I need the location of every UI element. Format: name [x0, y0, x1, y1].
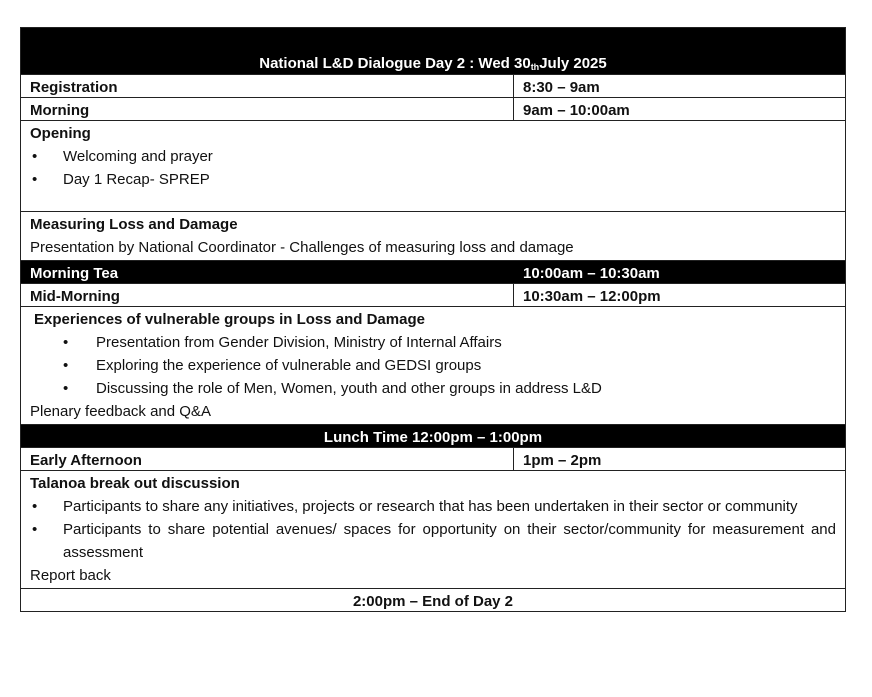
experiences-bullet: • Exploring the experience of vulnerable and GEDSI groups	[30, 354, 836, 377]
measuring-text: Presentation by National Coordinator - Challenges of measuring loss and damage	[30, 239, 574, 256]
talanoa-footer: Report back	[30, 567, 111, 584]
title-sup: th	[530, 62, 540, 72]
agenda-title	[21, 28, 845, 74]
morning-tea-label: Morning Tea	[30, 265, 119, 282]
row-experiences	[21, 306, 845, 424]
early-afternoon-time: 1pm – 2pm	[523, 452, 602, 469]
registration-label: Registration	[21, 75, 514, 97]
end-label: 2:00pm – End of Day 2	[352, 593, 514, 610]
row-early-afternoon	[21, 447, 845, 470]
row-mid-morning	[21, 283, 845, 306]
experiences-bullet: • Presentation from Gender Division, Ministry of Internal Affairs	[30, 331, 836, 354]
row-measuring	[21, 211, 845, 260]
mid-morning-label: Mid-Morning	[21, 284, 514, 306]
agenda-table	[20, 27, 846, 612]
experiences-heading: Experiences of vulnerable groups in Loss and Damage	[34, 311, 425, 328]
measuring-heading: Measuring Loss and Damage	[30, 216, 238, 233]
row-morning-tea	[21, 260, 845, 283]
mid-morning-time: 10:30am – 12:00pm	[523, 288, 661, 305]
row-end	[21, 588, 845, 611]
row-lunch	[21, 424, 845, 447]
registration-time: 8:30 – 9am	[523, 79, 600, 96]
morning-label: Morning	[21, 98, 514, 120]
experiences-footer: Plenary feedback and Q&A	[30, 403, 211, 420]
row-morning	[21, 97, 845, 120]
title-prefix: National L&D Dialogue Day 2 : Wed 30	[259, 55, 531, 72]
row-opening	[21, 120, 845, 211]
opening-heading: Opening	[30, 125, 91, 142]
experiences-bullet: • Discussing the role of Men, Women, youth and other groups in address L&D	[30, 377, 836, 400]
opening-bullet: • Day 1 Recap- SPREP	[30, 168, 836, 191]
row-registration	[21, 74, 845, 97]
row-talanoa	[21, 470, 845, 588]
early-afternoon-label: Early Afternoon	[21, 448, 514, 470]
talanoa-heading: Talanoa break out discussion	[30, 475, 240, 492]
talanoa-bullet: • Participants to share potential avenues/ spaces for opportunity on their sector/community for measurement and assessment	[30, 518, 836, 564]
morning-time: 9am – 10:00am	[523, 102, 630, 119]
morning-tea-time: 10:00am – 10:30am	[523, 265, 660, 282]
title-suffix: July 2025	[539, 55, 607, 72]
opening-bullet: • Welcoming and prayer	[30, 145, 836, 168]
talanoa-bullet: • Participants to share any initiatives, projects or research that has been undertaken in their sector or community	[30, 495, 836, 518]
lunch-label: Lunch Time 12:00pm – 1:00pm	[323, 429, 543, 446]
